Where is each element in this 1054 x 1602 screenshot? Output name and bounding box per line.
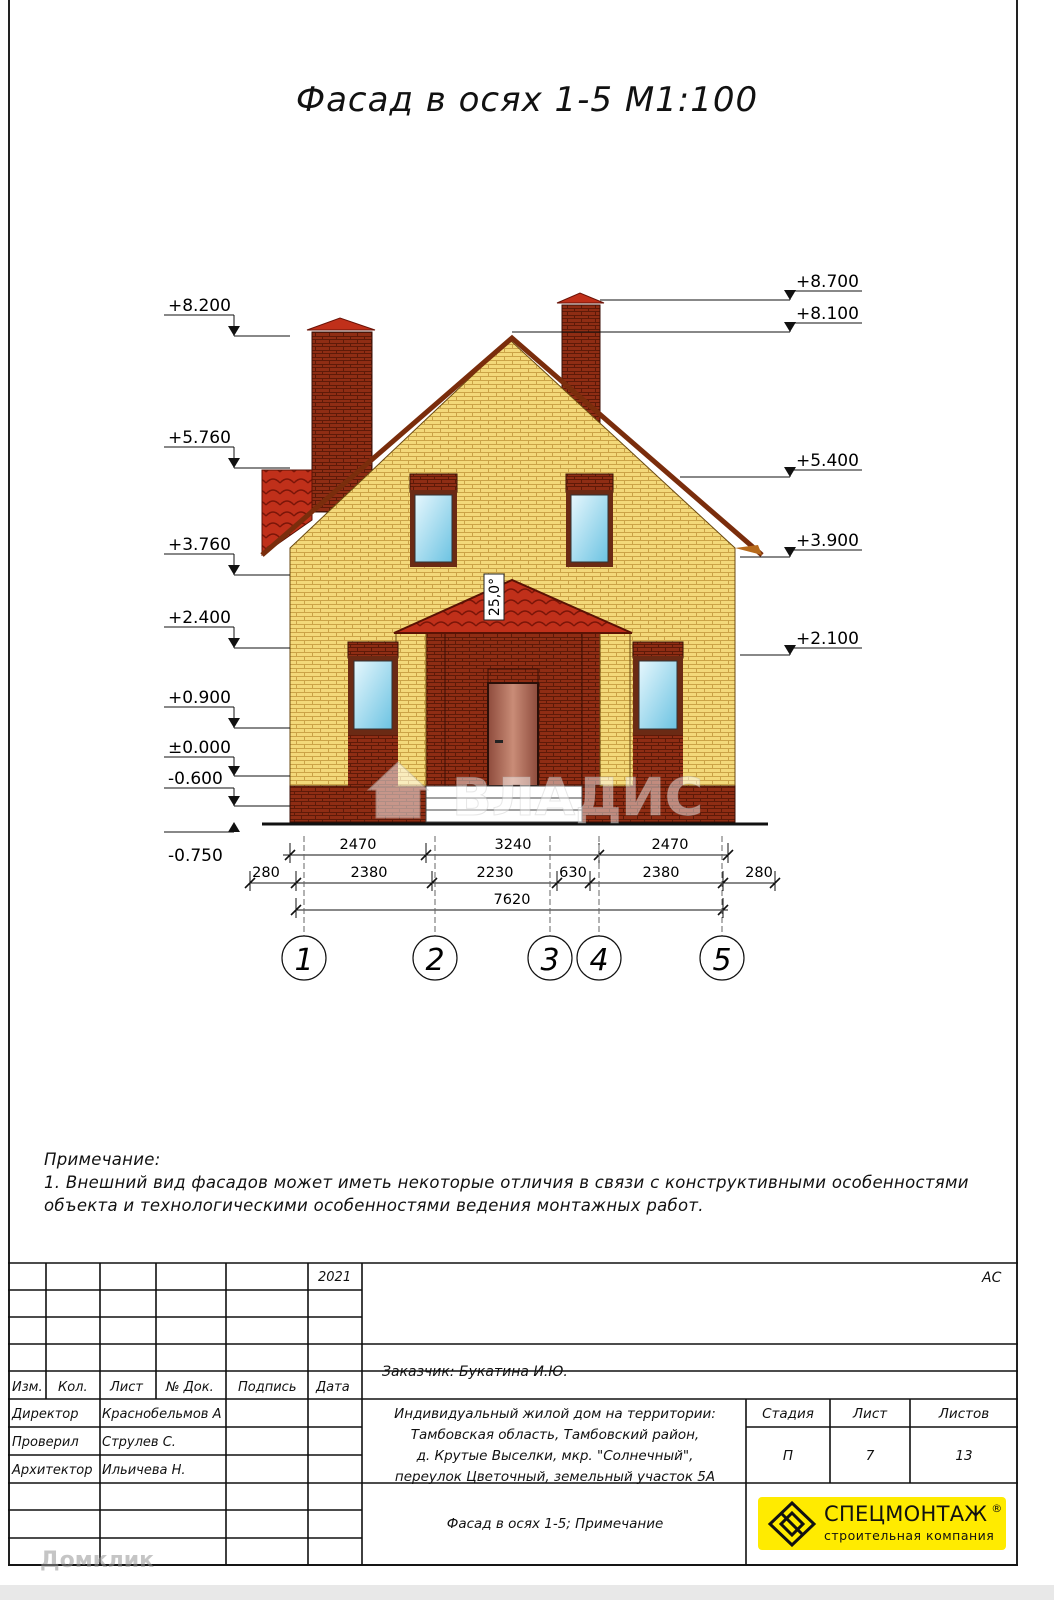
tb-h-sign: Подпись [238, 1380, 297, 1395]
note-heading: Примечание: [44, 1150, 161, 1169]
window-upper-right [566, 474, 613, 567]
level-left-5: ±0.000 [168, 738, 231, 758]
company-subtitle: строительная компания [824, 1528, 995, 1543]
company-name: СПЕЦМОНТАЖ [824, 1502, 988, 1526]
dim-total: 7620 [493, 892, 531, 908]
tb-name-checked: Струлев С. [102, 1435, 176, 1450]
watermark-text: ВЛАДИС [452, 768, 704, 828]
tb-role-director: Директор [12, 1407, 79, 1422]
roof-angle-label: 25,0° [487, 577, 503, 617]
level-right-3: +3.900 [796, 531, 859, 551]
levels-left [164, 296, 290, 866]
window-upper-left [410, 474, 457, 567]
tb-code: АС [982, 1270, 1002, 1286]
level-right-4: +2.100 [796, 629, 859, 649]
tb-customer: Заказчик: Букатина И.Ю. [382, 1364, 568, 1380]
note-line-1: 1. Внешний вид фасадов может иметь некоторые отличия в связи с конструктивными особенностями [44, 1173, 969, 1192]
tb-name-director: Краснобельмов А [102, 1407, 222, 1422]
axis-label-2: 2 [425, 943, 445, 978]
level-left-6: -0.600 [168, 769, 223, 789]
level-left-0: +8.200 [168, 296, 231, 316]
level-right-0: +8.700 [796, 272, 859, 292]
sheet-title: Фасад в осях 1-5 М1:100 [295, 80, 759, 120]
tb-role-checked: Проверил [12, 1435, 79, 1450]
company-logo [758, 1497, 1006, 1550]
note-line-2: объекта и технологическими особенностями ведения монтажных работ. [44, 1196, 704, 1215]
tb-project: Индивидуальный жилой дом на территории: Тамбовская область, Тамбовский район, д. Крутые Выселки, мкр. "Солнечный", переулок Цветочный, земельный участок 5А [394, 1406, 716, 1485]
level-left-2: +3.760 [168, 535, 231, 555]
tb-drawing-name: Фасад в осях 1-5; Примечание [446, 1516, 664, 1532]
dim-2470-left: 2470 [339, 837, 377, 853]
dim-630: 630 [559, 865, 587, 881]
dim-3240: 3240 [494, 837, 532, 853]
company-logo-icon [766, 1501, 818, 1547]
tb-sheet-label: Лист [852, 1406, 888, 1422]
level-left-4: +0.900 [168, 688, 231, 708]
axis-label-3: 3 [540, 943, 560, 978]
dim-280-left: 280 [252, 865, 280, 881]
dim-2230: 2230 [476, 865, 514, 881]
tb-stage: П [782, 1448, 794, 1464]
tb-year: 2021 [318, 1270, 352, 1285]
tb-h-date: Дата [316, 1380, 350, 1395]
window-lower-left [348, 642, 398, 786]
level-right-1: +8.100 [796, 304, 859, 324]
tb-stage-label: Стадия [762, 1406, 814, 1422]
level-left-3: +2.400 [168, 608, 231, 628]
tb-h-izm: Изм. [12, 1380, 43, 1395]
tb-h-doc: № Док. [166, 1380, 214, 1395]
source-watermark: Домклик [40, 1548, 155, 1573]
axis-label-5: 5 [712, 943, 732, 978]
axis-label-4: 4 [589, 943, 609, 978]
dim-280-right: 280 [745, 865, 773, 881]
tb-h-list: Лист [110, 1380, 143, 1395]
axis-label-1: 1 [294, 943, 314, 978]
level-left-7: -0.750 [168, 846, 223, 866]
tb-sheet: 7 [865, 1448, 875, 1464]
tb-h-kol: Кол. [58, 1380, 88, 1395]
tb-sheets: 13 [955, 1448, 973, 1464]
level-left-1: +5.760 [168, 428, 231, 448]
tb-sheets-label: Листов [938, 1406, 990, 1422]
dim-2470-right: 2470 [651, 837, 689, 853]
tb-role-architect: Архитектор [12, 1463, 93, 1478]
note-block [44, 1148, 969, 1217]
tb-name-architect: Ильичева Н. [102, 1463, 186, 1478]
window-lower-right [633, 642, 683, 786]
dim-2380-left: 2380 [350, 865, 388, 881]
company-reg: ® [991, 1502, 1003, 1515]
dim-2380-right: 2380 [642, 865, 680, 881]
axis-markers [282, 836, 744, 980]
level-right-2: +5.400 [796, 451, 859, 471]
